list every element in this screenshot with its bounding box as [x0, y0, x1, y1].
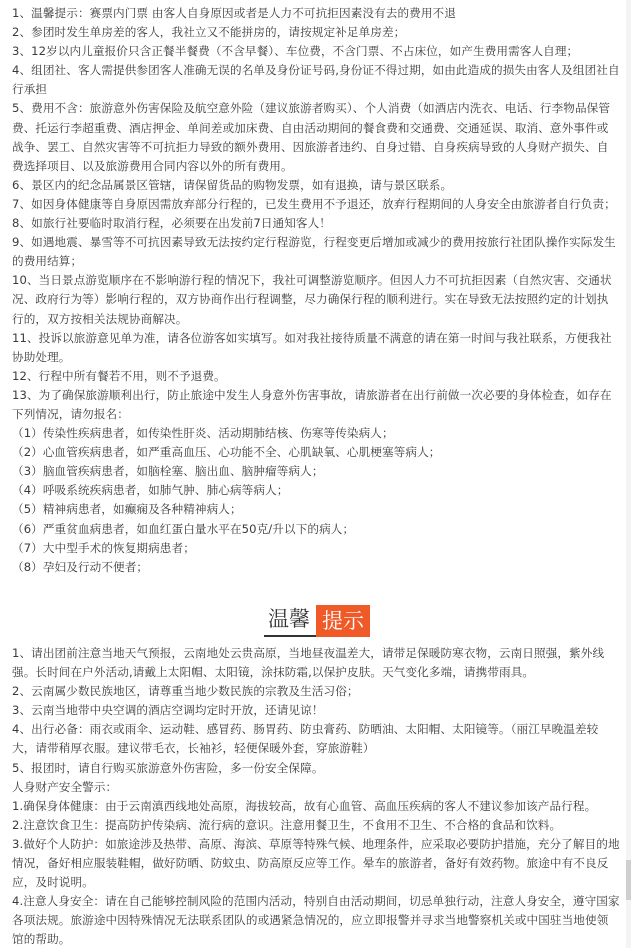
- notice-item-12: 12、行程中所有餐若不用，则不予退费。: [12, 368, 226, 383]
- health-condition-5: （5）精神病患者，如癫痫及各种精神病人；: [12, 502, 242, 517]
- notice-item-5: 5、费用不含：旅游意外伤害保险及航空意外险（建议旅游者购买）、个人消费（如酒店内洗衣、电话、行李物品保管费、托运行李超重费、酒店押金、单间差或加床费、自由活动期间的餐食费和交通费、交通延误、取消、意外事件或战争、罢工、自然灾害等不可抗拒力导致的额外费用、因旅游者违约、自身过错、自身疾病导致的人身财产损失、自费选择项目、以及旅游费用合同内容以外的所有费用。: [12, 101, 611, 173]
- scrollbar[interactable]: [626, 0, 631, 948]
- notice-item-10: 10、当日景点游览顺序在不影响游行程的情况下，我社可调整游览顺序。但因人力不可抗拒因素（自然灾害、交通状况、政府行为等）影响行程的，双方协商作出行程调整，尽力确保行程的顺利进行。实在导致无法按照约定的计划执行的，双方按相关法规协商解决。: [12, 273, 612, 326]
- safety-item-4: 4.注意人身安全：请在自己能够控制风险的范围内活动，特别自由活动期间，切忌单独行动，注意人身安全，遵守国家各项法规。旅游途中因特殊情况无法联系团队的或遇紧急情况的，应立即报警并寻求当地警察机关或中国驻当地使领馆的帮助。: [12, 894, 620, 947]
- tip-item-4: 4、出行必备：雨衣或雨伞、运动鞋、感冒药、肠胃药、防虫膏药、防晒油、太阳帽、太阳镜等。（丽江早晚温差较大，请带稍厚衣服。建议带毛衣，长袖衫，轻便保暖外套，穿旅游鞋）: [12, 722, 599, 756]
- notice-item-7: 7、如因身体健康等自身原因需放弃部分行程的，已发生费用不予退还，放弃行程期间的人身安全由旅游者自行负责；: [12, 196, 616, 211]
- banner-title-part1: 温馨: [264, 606, 316, 637]
- notice-item-6: 6、景区内的纪念品属景区管辖，请保留货品的购物发票，如有退换，请与景区联系。: [12, 177, 453, 192]
- tips-list: [12, 644, 620, 950]
- warm-tips-banner: [0, 603, 631, 637]
- health-condition-7: （7）大中型手术的恢复期病患者；: [12, 540, 195, 555]
- health-condition-3: （3）脑血管疾病患者，如脑栓塞、脑出血、脑肿瘤等病人；: [12, 464, 324, 479]
- banner-title: [264, 603, 370, 637]
- tip-item-3: 3、云南当地带中央空调的酒店空调均定时开放，还请见谅！: [12, 703, 324, 718]
- scrollbar-thumb[interactable]: [626, 860, 631, 900]
- health-condition-1: （1）传染性疾病患者，如传染性肝炎、活动期肺结核、伤寒等传染病人；: [12, 426, 394, 441]
- notice-item-3: 3、12岁以内儿童报价只含正餐半餐费（不含早餐）、车位费，不含门票、不占床位，如产生费用需客人自理；: [12, 44, 579, 59]
- notice-item-8: 8、如旅行社要临时取消行程，必须要在出发前7日通知客人！: [12, 216, 331, 231]
- notice-item-11: 11、投诉以旅游意见单为准，请各位游客如实填写。如对我社接待质量不满意的请在第一时间与我社联系，方便我社协助处理。: [12, 330, 612, 364]
- notice-item-2: 2、参团时发生单房差的客人，我社立又不能拼房的，请按规定补足单房差；: [12, 25, 406, 40]
- safety-item-3: 3.做好个人防护：如旅途涉及热带、高原、海滨、草原等特殊气候、地理条件，应采取必要防护措施，充分了解目的地情况，备好相应服装鞋帽，做好防晒、防蚊虫、防高原反应等工作。晕车的旅游者，备好有效药物。旅途中有不良反应，及时说明。: [12, 836, 620, 890]
- tip-item-5: 5、报团时，请自行购买旅游意外伤害险，多一份安全保障。: [12, 760, 324, 775]
- tip-item-1: 1、请出团前注意当地天气预报，云南地处云贵高原，当地昼夜温差大，请带足保暖防寒衣物，云南日照强，紫外线强。长时间在户外活动,请戴上太阳帽、太阳镜，涂抹防霜,以保护皮肤。天气变化多端，请携带雨具。: [12, 646, 605, 680]
- tip-item-2: 2、云南属少数民族地区，请尊重当地少数民族的宗教及生活习俗；: [12, 684, 359, 699]
- notice-item-1: 1、温馨提示：赛票内门票 由客人自身原因或者是人力不可抗拒因素没有去的费用不退: [12, 6, 456, 20]
- health-condition-4: （4）呼吸系统疾病患者，如肺气肿、肺心病等病人；: [12, 483, 289, 498]
- notice-item-4: 4、组团社、客人需提供参团客人准确无误的名单及身份证号码,身份证不得过期，如由此造成的损失由客人及组团社自行承担: [12, 63, 620, 97]
- notice-item-9: 9、如遇地震、暴雪等不可抗因素导致无法按约定行程游览，行程变更后增加或减少的费用按旅行社团队操作实际发生的费用结算；: [12, 235, 616, 269]
- safety-item-1: 1.确保身体健康：由于云南滇西线地处高原，海拔较高，故有心血管、高血压疾病的客人不建议参加该产品行程。: [12, 798, 597, 813]
- health-condition-2: （2）心血管疾病患者，如严重高血压、心功能不全、心肌缺氧、心肌梗塞等病人；: [12, 445, 441, 460]
- notice-item-13: 13、为了确保旅游顺利出行，防止旅途中发生人身意外伤害事故，请旅游者在出行前做一次必要的身体检查，如存在下列情况，请勿报名：: [12, 387, 612, 421]
- banner-title-part2: 提示: [316, 605, 370, 637]
- safety-heading: 人身财产安全警示：: [12, 779, 118, 794]
- health-condition-8: （8）孕妇及行动不便者；: [12, 559, 149, 574]
- safety-item-2: 2.注意饮食卫生：提高防护传染病、流行病的意识。注意用餐卫生，不食用不卫生、不合格的食品和饮料。: [12, 817, 562, 832]
- notice-list: [12, 4, 620, 577]
- health-condition-6: （6）严重贫血病患者，如血红蛋白量水平在50克/升以下的病人；: [12, 521, 355, 536]
